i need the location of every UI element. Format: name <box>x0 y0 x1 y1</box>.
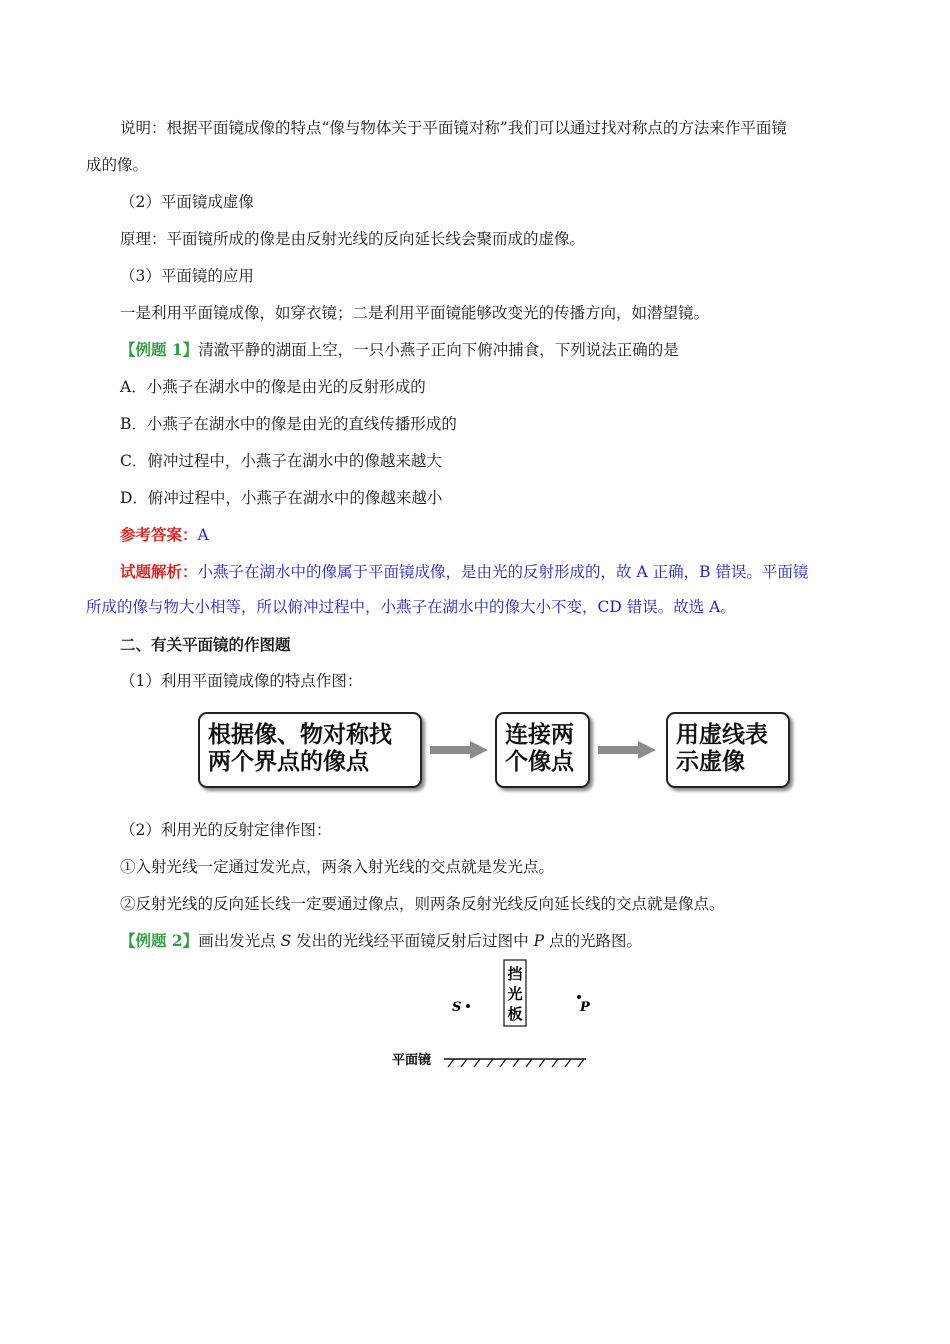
flow-step-1-box <box>198 712 422 788</box>
example1-option-c: C．俯冲过程中，小燕子在湖水中的像越来越大 <box>120 452 442 470</box>
point-s-dot <box>466 1004 470 1008</box>
flow-arrow-1-icon <box>430 741 488 759</box>
flow-step-3-line-1: 用虚线表 <box>676 722 768 748</box>
flow-arrow-2-icon <box>598 741 656 759</box>
flow-step-2-line-2: 个像点 <box>505 749 574 775</box>
answer-label: 参考答案： <box>120 525 198 544</box>
analysis-text-1: 小燕子在湖水中的像属于平面镜成像，是由光的反射形成的，故 A 正确，B 错误。平面镜 <box>197 563 809 581</box>
flow-step-1-line-1: 根据像、物对称找 <box>208 722 392 748</box>
example1-question <box>120 340 679 360</box>
board-char-1: 挡 <box>507 965 523 983</box>
analysis-label: 试题解析： <box>120 562 198 581</box>
example1-tag: 【例题 1】 <box>120 340 199 359</box>
mirror-label: 平面镜 <box>392 1053 432 1068</box>
example1-option-a: A．小燕子在湖水中的像是由光的反射形成的 <box>120 378 426 396</box>
example2-tag: 【例题 2】 <box>120 931 199 950</box>
rule-2: ②反射光线的反向延长线一定要通过像点，则两条反射光线反向延长线的交点就是像点。 <box>120 895 725 913</box>
flow-step-3-line-2: 示虚像 <box>676 749 745 775</box>
example2-question <box>120 931 642 951</box>
example2-text-after: 点的光路图。 <box>544 932 642 950</box>
flow-step-2-box <box>495 712 590 788</box>
flow-step-2-line-1: 连接两 <box>505 722 574 748</box>
example1-question-text: 清澈平静的湖面上空，一只小燕子正向下俯冲捕食，下列说法正确的是 <box>198 341 679 359</box>
example1-answer <box>120 525 209 545</box>
point-p-label: P <box>580 1000 590 1015</box>
mirror-hatching <box>448 1059 584 1067</box>
explanation-line-2: 成的像。 <box>86 156 149 174</box>
example2-text-before: 画出发光点 <box>198 932 281 950</box>
flow-step-3-box <box>666 712 790 788</box>
mirror-figure <box>390 958 590 1073</box>
section2-title: 二、有关平面镜的作图题 <box>120 635 291 654</box>
example1-option-b: B．小燕子在湖水中的像是由光的直线传播形成的 <box>120 415 457 433</box>
subsection-virtual-image-title: （2）平面镜成虚像 <box>120 193 254 211</box>
method2-title: （2）利用光的反射定律作图： <box>120 821 332 839</box>
principle-text: 原理：平面镜所成的像是由反射光线的反向延长线会聚而成的虚像。 <box>120 230 586 248</box>
rule-1: ①入射光线一定通过发光点，两条入射光线的交点就是发光点。 <box>120 858 555 876</box>
example2-text-middle: 发出的光线经平面镜反射后过图中 <box>291 932 534 950</box>
example1-analysis-line-1 <box>120 562 808 582</box>
answer-value: A <box>197 526 209 544</box>
example1-option-d: D．俯冲过程中，小燕子在湖水中的像越来越小 <box>120 489 443 507</box>
board-char-3: 板 <box>507 1005 523 1023</box>
example2-s-symbol: S <box>280 932 292 950</box>
point-p-dot <box>577 995 581 999</box>
board-char-2: 光 <box>507 985 523 1003</box>
example2-p-symbol: P <box>533 932 545 950</box>
subsection-application-title: （3）平面镜的应用 <box>120 267 254 285</box>
example1-analysis-line-2: 所成的像与物大小相等，所以俯冲过程中，小燕子在湖水中的像大小不变，CD 错误。故选 A。 <box>86 598 736 616</box>
flow-step-1-line-2: 两个界点的像点 <box>208 749 369 775</box>
explanation-line-1: 说明：根据平面镜成像的特点“像与物体关于平面镜对称”我们可以通过找对称点的方法来作平面镜 <box>120 119 787 137</box>
point-s-label: S <box>452 1000 462 1015</box>
application-text: 一是利用平面镜成像，如穿衣镜；二是利用平面镜能够改变光的传播方向，如潜望镜。 <box>120 304 710 322</box>
method1-title: （1）利用平面镜成像的特点作图： <box>120 672 363 690</box>
